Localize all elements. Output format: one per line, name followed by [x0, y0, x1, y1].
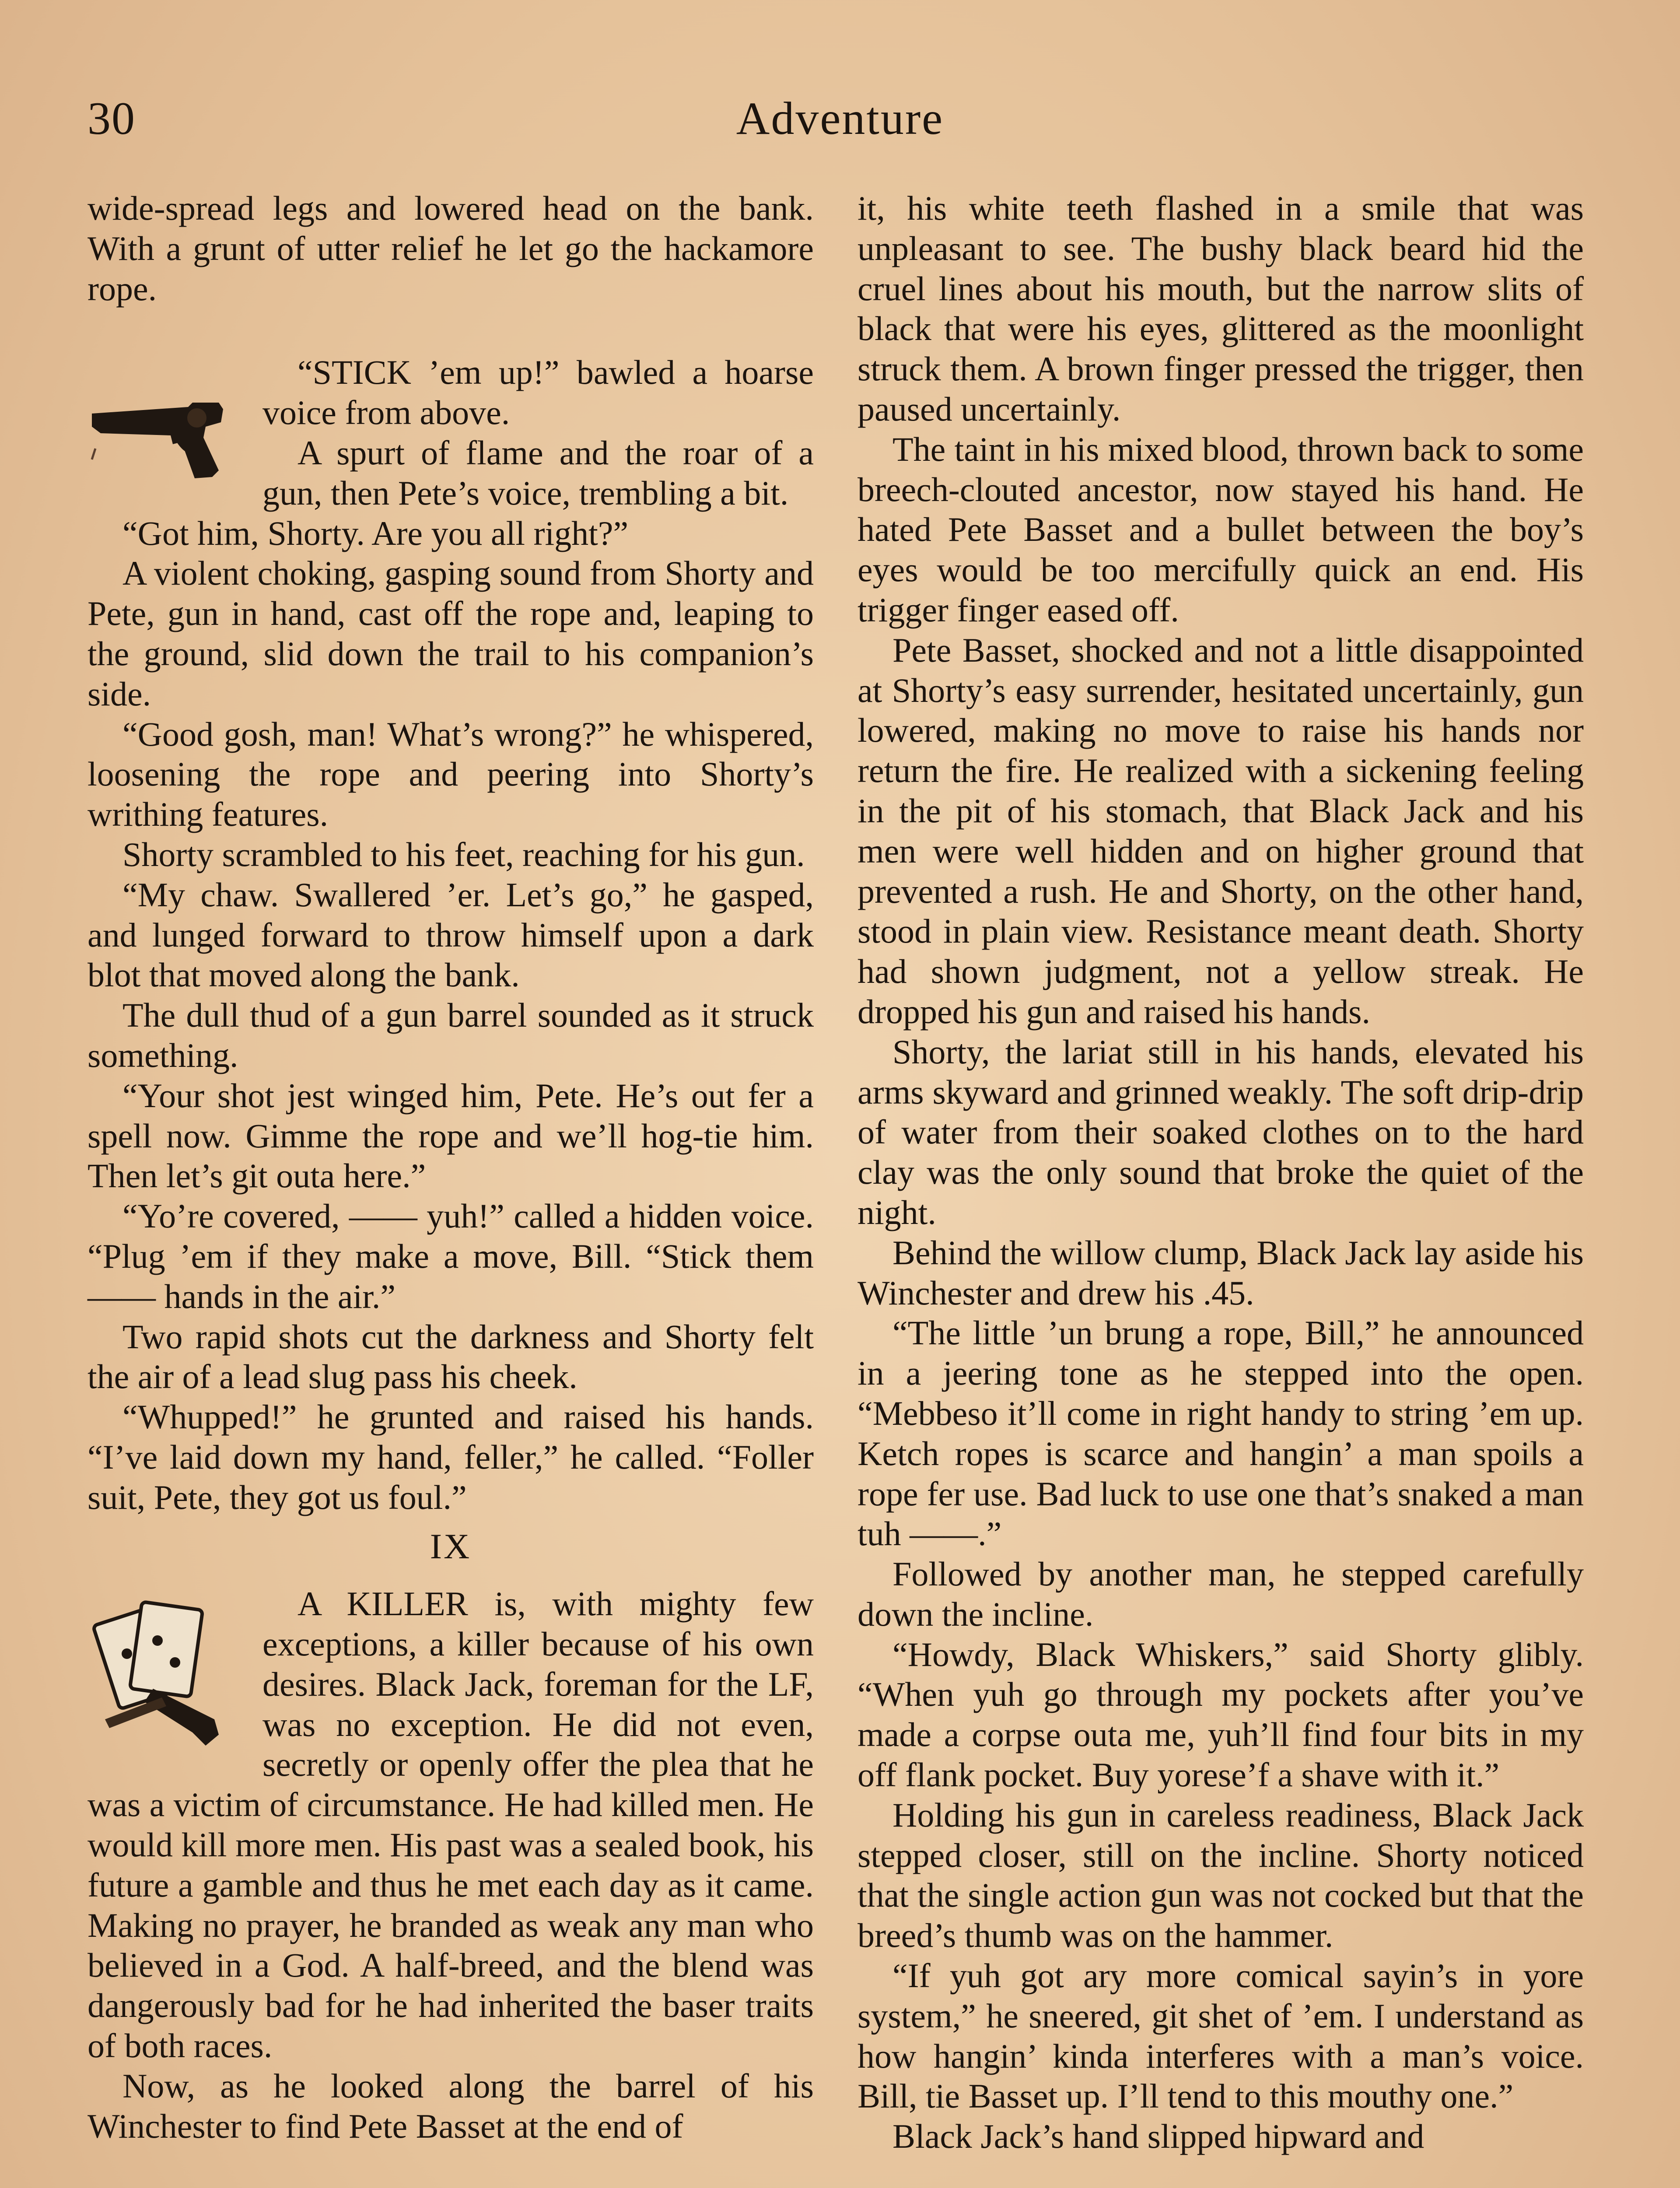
paragraph: Pete Basset, shocked and not a little disappointed at Shorty’s easy surrender, hesitated uncertainly, gun lowered, making no move to raise his hands nor return the fire. He realized with a sickening feeling in the pit of his stomach, that Black Jack and his men were well hidden and on higher ground that prevented a rush. He and Shorty, on the other hand, stood in plain view. Resistance meant death. Shorty had shown judgment, not a yellow streak. He dropped his gun and raised his hands.: [858, 631, 1584, 1031]
paragraph: “My chaw. Swallered ’er. Let’s go,” he gasped, and lunged forward to throw himself upon a dark blot that moved along the bank.: [88, 875, 814, 994]
section-heading: IX: [430, 1526, 472, 1566]
paragraph: “Yo’re covered, —— yuh!” called a hidden voice. “Plug ’em if they make a move, Bill. “Stick them —— hands in the air.”: [88, 1197, 814, 1315]
paragraph: “Whupped!” he grunted and raised his hands. “I’ve laid down my hand, feller,” he called. “Foller suit, Pete, they got us foul.”: [88, 1398, 814, 1516]
page-number: 30: [88, 93, 136, 144]
paragraph: “Got him, Shorty. Are you all right?”: [122, 514, 629, 552]
left-column: [88, 188, 814, 2146]
paragraph: “STICK ’em up!” bawled a hoarse voice from above.: [262, 353, 814, 432]
paragraph: “Howdy, Black Whiskers,” said Shorty glibly. “When yuh go through my pockets after you’ve made a corpse outa me, yuh’ll find four bits in my off flank pocket. Buy yorese’f a shave with it.”: [858, 1635, 1584, 1794]
running-title: Adventure: [736, 93, 944, 144]
playing-cards-icon: [88, 1588, 245, 1754]
right-column: [858, 188, 1584, 2156]
paragraph: A KILLER is, with mighty few exceptions, a killer because of his own desires. Black Jack, foreman for the LF, was no exception. He did not even, secretly or openly offer the plea that he was a victim of circumstance. He had killed men. He would kill more men. His past was a sealed book, his future a gamble and thus he met each day as it came. Making no prayer, he branded as weak any man who believed in a God. A half-breed, and the blend was dangerously bad for he had inherited the baser traits of both races.: [88, 1585, 814, 2065]
paragraph: A spurt of flame and the roar of a gun, then Pete’s voice, trembling a bit.: [262, 433, 814, 512]
paragraph: “If yuh got ary more comical sayin’s in yore system,” he sneered, git shet of ’em. I understand as how hangin’ kinda interferes with a man’s voice. Bill, tie Basset up. I’ll tend to this mouthy one.”: [858, 1957, 1584, 2115]
paragraph: Shorty, the lariat still in his hands, elevated his arms skyward and grinned weakly. The soft drip-drip of water from their soaked clothes on to the hard clay was the only sound that broke the quiet of the night.: [858, 1032, 1584, 1231]
paragraph: wide-spread legs and lowered head on the bank. With a grunt of utter relief he let go the hackamore rope.: [88, 189, 814, 308]
paragraph: Behind the willow clump, Black Jack lay aside his Winchester and drew his .45.: [858, 1233, 1584, 1312]
page-header: [88, 83, 1592, 144]
paragraph: “Your shot jest winged him, Pete. He’s out fer a spell now. Gimme the rope and we’ll hog-tie him. Then let’s git outa here.”: [88, 1076, 814, 1195]
paragraph: Black Jack’s hand slipped hipward and: [892, 2117, 1424, 2156]
spacer: [88, 309, 814, 352]
paragraph: Two rapid shots cut the darkness and Shorty felt the air of a lead slug pass his cheek.: [88, 1317, 814, 1396]
paragraph: Holding his gun in careless readiness, Black Jack stepped closer, still on the incline. Shorty noticed that the single action gun was not cocked but that the breed’s thumb was on the hammer.: [858, 1795, 1584, 1955]
paragraph: “The little ’un brung a rope, Bill,” he announced in a jeering tone as he stepped into the open. “Mebbeso it’ll come in right handy to string ’em up. Ketch ropes is scarce and hangin’ a man spoils a rope fer use. Bad luck to use one that’s snaked a man tuh ——.”: [858, 1314, 1584, 1553]
paragraph: The taint in his mixed blood, thrown back to some breech-clouted ancestor, now stayed his hand. He hated Pete Basset and a bullet between the boy’s eyes would be too mercifully quick an end. His trigger finger eased off.: [858, 430, 1584, 629]
paragraph: The dull thud of a gun barrel sounded as it struck something.: [88, 996, 814, 1074]
revolver-icon: [88, 361, 245, 492]
paragraph: A violent choking, gasping sound from Shorty and Pete, gun in hand, cast off the rope and, leaping to the ground, slid down the trail to his companion’s side.: [88, 554, 814, 713]
paragraph: Now, as he looked along the barrel of his Winchester to find Pete Basset at the end of: [88, 2066, 814, 2145]
paragraph: Followed by another man, he stepped carefully down the incline.: [858, 1555, 1584, 1633]
paragraph: it, his white teeth flashed in a smile that was unpleasant to see. The bushy black beard hid the cruel lines about his mouth, but the narrow slits of black that were his eyes, glittered as the moonlight struck them. A brown finger pressed the trigger, then paused uncertainly.: [858, 189, 1584, 428]
paragraph: Shorty scrambled to his feet, reaching for his gun.: [122, 835, 805, 873]
paragraph: “Good gosh, man! What’s wrong?” he whispered, loosening the rope and peering into Shorty’s writhing features.: [88, 715, 814, 834]
